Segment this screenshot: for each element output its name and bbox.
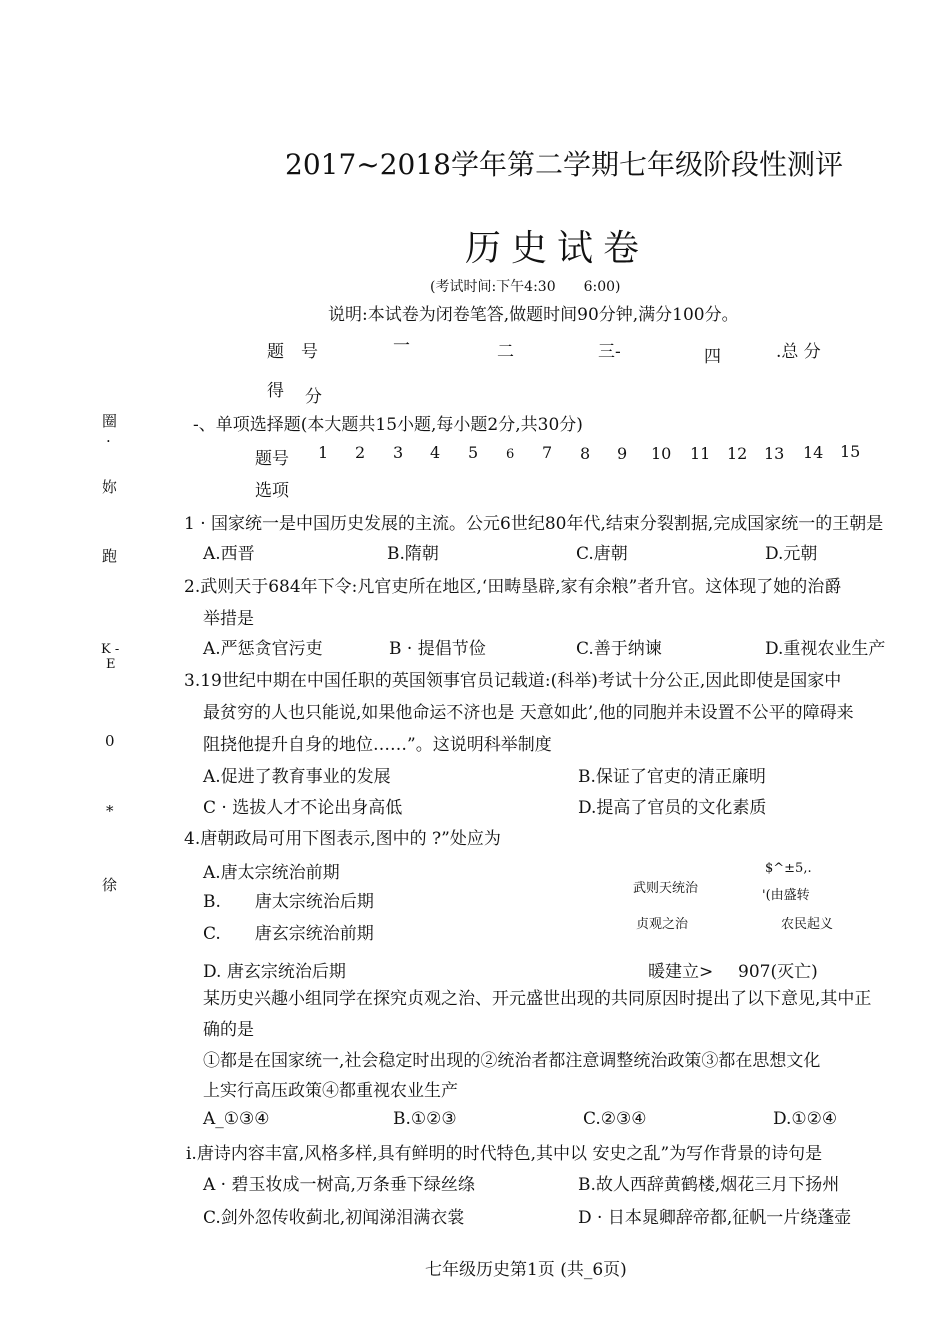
option-d: D.重视农业生产: [765, 639, 886, 659]
exam-title: 2017~2018学年第二学期七年级阶段性测评: [285, 148, 843, 181]
answer-grid-number: 2: [355, 443, 366, 462]
option-c: C.剑外忽传收蓟北,初闻涕泪满衣裳: [203, 1208, 465, 1228]
option-b: B · 提倡节俭: [389, 639, 486, 659]
side-mark: 圈: [102, 412, 118, 430]
option-b: B.故人西辞黄鹤楼,烟花三月下扬州: [578, 1175, 840, 1195]
option-d: D.①②④: [773, 1109, 838, 1129]
option-a: A.促进了教育事业的发展: [203, 767, 391, 787]
answer-grid-number: 3: [393, 443, 404, 462]
question-stem-cont: 举措是: [203, 609, 254, 629]
option-c: C · 选拔人才不论出身高低: [203, 798, 403, 818]
answer-grid-number: 15: [840, 442, 861, 461]
option-c: C. 唐玄宗统治前期: [203, 924, 374, 944]
option-b: B. 唐太宗统治后期: [203, 892, 374, 912]
option-b: B.保证了官吏的清正廉明: [578, 767, 766, 787]
side-mark: 跑: [102, 547, 118, 565]
diagram-label: $^±5,.: [765, 861, 812, 876]
answer-grid-number: 5: [468, 443, 479, 462]
answer-grid-number: 8: [580, 444, 591, 463]
score-col-1: 一: [393, 336, 410, 356]
option-d: D.元朝: [765, 544, 818, 564]
side-mark: K -: [101, 642, 120, 657]
question-stem: 2.武则天于684年下令:凡官吏所在地区,‘田畴垦辟,家有余粮”者升官。这体现了她的治爵: [184, 577, 842, 597]
score-col-4: 四: [704, 347, 721, 367]
option-c: C.善于纳谏: [576, 639, 662, 659]
question-stem-cont: 确的是: [203, 1020, 254, 1040]
exam-time: (考试时间:下午4:30 6:00): [430, 279, 621, 295]
answer-grid-label: 题号: [255, 449, 289, 469]
side-mark: 徐: [102, 876, 118, 894]
side-mark: E: [106, 657, 116, 672]
option-d: D · 日本晁卿辞帝都,征帆一片绕蓬壶: [578, 1208, 852, 1228]
page-footer: 七年级历史第1页 (共_6页): [425, 1260, 627, 1280]
answer-grid-number: 13: [764, 444, 785, 463]
score-col-3: 三-: [598, 342, 621, 362]
answer-grid-number: 14: [803, 443, 824, 462]
answer-grid-number: 10: [651, 444, 672, 463]
option-b: B.①②③: [393, 1109, 457, 1129]
option-a: A.唐太宗统治前期: [203, 863, 340, 883]
question-stem: 3.19世纪中期在中国任职的英国领事官员记载道:(科举)考试十分公正,因此即使是国家中: [184, 671, 842, 691]
question-stem-cont: 上实行高压政策④都重视农业生产: [203, 1081, 458, 1101]
section-title: -、单项选择题(本大题共15小题,每小题2分,共30分): [193, 415, 583, 435]
answer-grid-number: 1: [318, 443, 329, 462]
question-stem-cont: 最贫穷的人也只能说,如果他命运不济也是 天意如此’,他的同胞并未设置不公平的障碍来: [203, 703, 854, 723]
option-a: A.西晋: [203, 544, 255, 564]
question-stem-cont: 阻挠他提升自身的地位……”。这说明科举制度: [203, 735, 552, 755]
score-row2-suffix: 分: [305, 387, 322, 407]
score-col-2: 二: [497, 342, 514, 362]
answer-grid-number: 11: [690, 444, 711, 463]
side-mark: ·: [106, 432, 111, 450]
exam-subtitle: 历史试卷: [465, 228, 650, 269]
score-row2-label: 得: [267, 381, 284, 401]
option-a: A · 碧玉妆成一树高,万条垂下绿丝绦: [203, 1175, 475, 1195]
question-stem: i.唐诗内容丰富,风格多样,具有鲜明的时代特色,其中以 安史之乱”为写作背景的诗句是: [186, 1144, 823, 1164]
diagram-label: 907(灭亡): [738, 962, 818, 982]
option-a: A.严惩贪官污吏: [203, 639, 323, 659]
answer-grid-number: 9: [617, 444, 628, 463]
diagram-label: 农民起义: [781, 917, 834, 932]
question-stem: 4.唐朝政局可用下图表示,图中的 ?”处应为: [184, 829, 501, 849]
diagram-label: 武则天统治: [633, 881, 699, 896]
answer-grid-choice-label: 选项: [255, 481, 289, 501]
option-c: C.唐朝: [576, 544, 628, 564]
question-stem: 某历史兴趣小组同学在探究贞观之治、开元盛世出现的共同原因时提出了以下意见,其中正: [203, 989, 872, 1009]
option-d: D.提高了官员的文化素质: [578, 798, 767, 818]
score-col-total: .总 分: [776, 342, 821, 362]
option-a: A_①③④: [203, 1109, 270, 1129]
diagram-label: '(由盛转: [762, 888, 810, 903]
answer-grid-number: 7: [542, 443, 553, 462]
side-mark: 0: [105, 732, 115, 750]
answer-grid-number: 6: [506, 447, 515, 462]
question-stem: 1 · 国家统一是中国历史发展的主流。公元6世纪80年代,结束分裂割据,完成国家统一的王朝是: [184, 514, 884, 534]
option-c: C.②③④: [583, 1109, 647, 1129]
exam-note: 说明:本试卷为闭卷笔答,做题时间90分钟,满分100分。: [328, 305, 739, 325]
diagram-label: 暖建立>: [648, 962, 714, 982]
option-d: D. 唐玄宗统治后期: [203, 962, 346, 982]
score-row-label: 题 号: [267, 342, 318, 362]
question-stem-cont: ①都是在国家统一,社会稳定时出现的②统治者都注意调整统治政策③都在思想文化: [203, 1051, 821, 1071]
side-mark: *: [106, 802, 114, 820]
answer-grid-number: 12: [727, 444, 748, 463]
diagram-label: 贞观之治: [636, 917, 689, 932]
option-b: B.隋朝: [387, 544, 439, 564]
answer-grid-number: 4: [430, 443, 441, 462]
side-mark: 妳: [102, 478, 118, 496]
